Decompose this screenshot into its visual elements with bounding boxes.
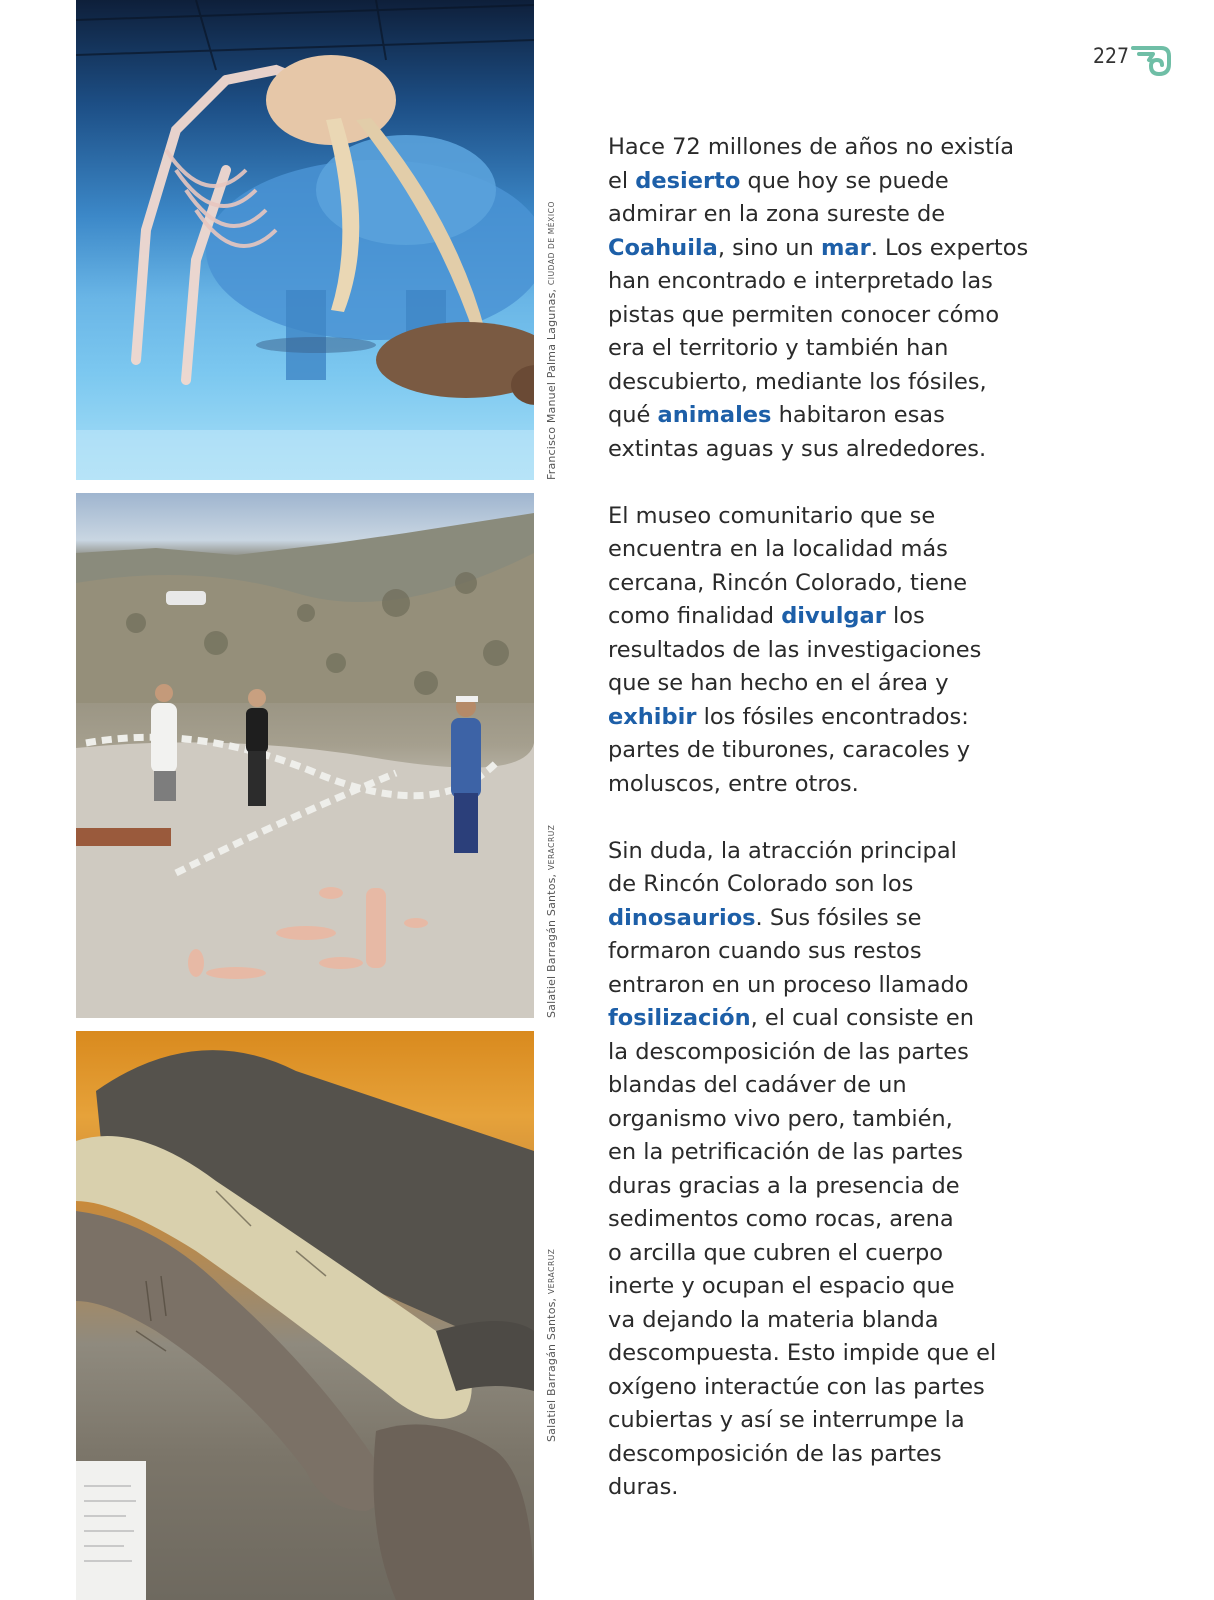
photo-credit-3: Salatiel Barragán Santos, VERACRUZ — [545, 1248, 558, 1442]
text-line — [608, 500, 1088, 534]
keyword: desierto — [635, 167, 741, 194]
body-text — [608, 131, 1088, 1538]
keyword: animales — [657, 402, 772, 428]
excavation-site-photo — [76, 493, 534, 1018]
text-segment: que hoy se puede — [740, 167, 949, 194]
text-segment: , el cual consiste en — [750, 1005, 974, 1031]
text-line — [608, 433, 1088, 467]
teal-spiral-logo-icon — [1131, 44, 1171, 78]
text-segment: cubiertas y así se interrumpe la — [608, 1407, 965, 1433]
text-line — [608, 533, 1088, 567]
text-segment: descompuesta. Esto impide que el — [608, 1340, 997, 1366]
keyword: dinosaurios — [608, 904, 756, 931]
text-line — [608, 600, 1088, 634]
text-line — [608, 835, 1088, 869]
text-segment: de Rincón Colorado son los — [608, 871, 914, 897]
text-segment: partes de tiburones, caracoles y — [608, 737, 971, 763]
text-line — [608, 1103, 1088, 1137]
text-line — [608, 1371, 1088, 1405]
text-segment: han encontrado e interpretado las — [608, 268, 993, 294]
paragraph-3 — [608, 835, 1088, 1505]
keyword: fosilización — [608, 1005, 751, 1031]
paragraph-2 — [608, 500, 1088, 802]
text-segment: habitaron esas — [771, 402, 945, 428]
text-line — [608, 1002, 1088, 1036]
text-line — [608, 935, 1088, 969]
text-segment: . Sus fósiles se — [755, 904, 922, 931]
text-segment: extintas aguas y sus alrededores. — [608, 435, 987, 462]
keyword: divulgar — [781, 603, 886, 629]
text-line — [608, 1304, 1088, 1338]
keyword: Coahuila — [608, 234, 718, 261]
text-segment: era el territorio y también han — [608, 335, 949, 361]
text-line — [608, 1237, 1088, 1271]
text-line — [608, 332, 1088, 366]
text-segment: admirar en la zona sureste de — [608, 201, 946, 227]
text-segment: en la petrificación de las partes — [608, 1139, 963, 1165]
text-line — [608, 198, 1088, 232]
page-number: 227 — [1093, 44, 1130, 68]
text-segment: , sino un — [717, 234, 821, 261]
text-segment: oxígeno interactúe con las partes — [608, 1373, 985, 1400]
text-segment: blandas del cadáver de un — [608, 1072, 907, 1098]
museum-skeleton-photo — [76, 0, 534, 480]
keyword: exhibir — [608, 703, 697, 730]
text-line — [608, 1036, 1088, 1070]
text-line — [608, 399, 1088, 433]
text-segment: pistas que permiten conocer cómo — [608, 301, 1000, 328]
text-segment: sedimentos como rocas, arena — [608, 1206, 954, 1232]
text-segment: va dejando la materia blanda — [608, 1306, 939, 1333]
text-segment: duras. — [608, 1474, 679, 1500]
text-segment: los fósiles encontrados: — [696, 703, 969, 730]
text-line — [608, 1170, 1088, 1204]
text-line — [608, 1404, 1088, 1438]
text-line — [608, 1069, 1088, 1103]
text-line — [608, 299, 1088, 333]
text-line — [608, 1136, 1088, 1170]
text-segment: el — [608, 167, 636, 194]
text-line — [608, 232, 1088, 266]
text-line — [608, 902, 1088, 936]
text-segment: duras gracias a la presencia de — [608, 1172, 960, 1199]
text-line — [608, 1471, 1088, 1505]
text-segment: qué — [608, 402, 658, 428]
text-segment: encuentra en la localidad más — [608, 536, 948, 562]
text-segment: como finalidad — [608, 603, 782, 629]
text-line — [608, 1438, 1088, 1472]
text-segment: Hace 72 millones de años no existía — [608, 134, 1015, 160]
text-line — [608, 567, 1088, 601]
text-segment: la descomposición de las partes — [608, 1038, 969, 1065]
text-line — [608, 1270, 1088, 1304]
text-segment: El museo comunitario que se — [608, 502, 936, 529]
text-line — [608, 1337, 1088, 1371]
text-segment: cercana, Rincón Colorado, tiene — [608, 569, 968, 596]
text-segment: Sin duda, la atracción principal — [608, 837, 957, 864]
text-segment: inerte y ocupan el espacio que — [608, 1273, 955, 1299]
text-line — [608, 265, 1088, 299]
text-line — [608, 165, 1088, 199]
text-line — [608, 131, 1088, 165]
text-line — [608, 366, 1088, 400]
text-segment: . Los expertos — [870, 234, 1029, 261]
photo-credit-1: Francisco Manuel Palma Lagunas, CIUDAD DE MÉXICO — [545, 201, 558, 480]
text-segment: resultados de las investigaciones — [608, 636, 982, 663]
text-line — [608, 701, 1088, 735]
text-segment: los — [885, 603, 925, 629]
text-segment: descubierto, mediante los fósiles, — [608, 368, 987, 395]
text-line — [608, 768, 1088, 802]
text-line — [608, 1203, 1088, 1237]
text-segment: entraron en un proceso llamado — [608, 971, 969, 998]
text-line — [608, 667, 1088, 701]
fossil-bones-photo — [76, 1031, 534, 1600]
text-line — [608, 969, 1088, 1003]
keyword: mar — [820, 234, 871, 261]
photo-credit-2: Salatiel Barragán Santos, VERACRUZ — [545, 824, 558, 1018]
text-segment: que se han hecho en el área y — [608, 670, 949, 696]
text-segment: descomposición de las partes — [608, 1440, 942, 1467]
text-segment: organismo vivo pero, también, — [608, 1105, 953, 1132]
text-segment: moluscos, entre otros. — [608, 770, 859, 797]
text-line — [608, 868, 1088, 902]
text-line — [608, 634, 1088, 668]
text-line — [608, 734, 1088, 768]
text-segment: formaron cuando sus restos — [608, 938, 922, 964]
text-segment: o arcilla que cubren el cuerpo — [608, 1239, 944, 1266]
paragraph-1 — [608, 131, 1088, 466]
